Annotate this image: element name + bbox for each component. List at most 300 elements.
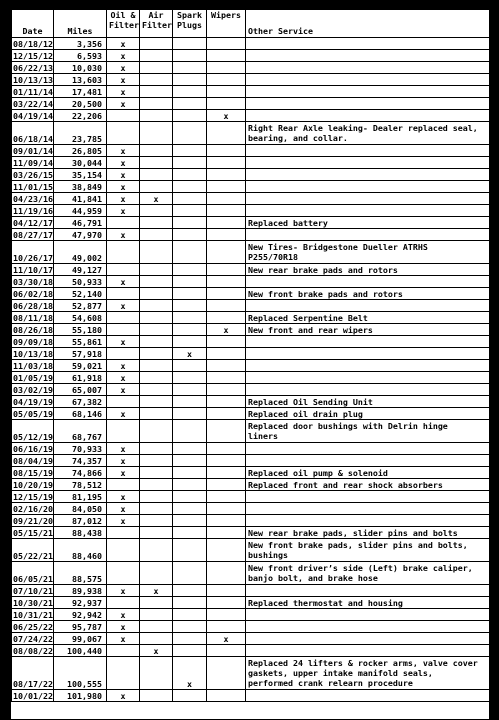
other-service-note bbox=[246, 491, 490, 503]
wipers-mark bbox=[207, 408, 246, 420]
wipers-mark bbox=[207, 597, 246, 609]
air-filter-mark bbox=[140, 479, 173, 491]
service-date: 06/25/22 bbox=[13, 621, 53, 632]
mileage: 10,030 bbox=[54, 62, 107, 74]
air-filter-mark bbox=[140, 372, 173, 384]
service-date: 08/08/22 bbox=[13, 645, 53, 656]
service-date: 09/21/20 bbox=[13, 515, 53, 526]
table-row bbox=[12, 384, 490, 396]
table-row bbox=[12, 110, 490, 122]
table-row bbox=[12, 420, 490, 443]
mileage: 61,918 bbox=[54, 372, 107, 384]
other-service-note bbox=[246, 86, 490, 98]
service-date: 08/17/22 bbox=[12, 657, 54, 690]
service-date: 10/13/18 bbox=[13, 348, 53, 359]
wipers-mark bbox=[207, 157, 246, 169]
oil-filter-mark bbox=[107, 562, 140, 585]
table-row bbox=[12, 50, 490, 62]
other-service-note bbox=[246, 455, 490, 467]
service-date: 08/04/19 bbox=[13, 455, 53, 466]
other-service-note bbox=[246, 360, 490, 372]
mileage: 49,127 bbox=[54, 264, 107, 276]
air-filter-mark: x bbox=[140, 193, 173, 205]
other-service-note bbox=[246, 372, 490, 384]
oil-filter-mark bbox=[107, 597, 140, 609]
air-filter-mark bbox=[140, 515, 173, 527]
mileage: 68,146 bbox=[54, 408, 107, 420]
table-row bbox=[12, 336, 490, 348]
other-service-note: Replaced Serpentine Belt bbox=[246, 312, 490, 324]
table-row bbox=[12, 217, 490, 229]
oil-filter-mark: x bbox=[107, 229, 140, 241]
other-service-note bbox=[246, 145, 490, 157]
service-date: 12/15/12 bbox=[13, 50, 53, 61]
wipers-mark bbox=[207, 348, 246, 360]
mileage: 46,791 bbox=[54, 217, 107, 229]
table-row bbox=[12, 98, 490, 110]
oil-filter-mark: x bbox=[107, 609, 140, 621]
oil-filter-mark bbox=[107, 264, 140, 276]
spark-plugs-mark bbox=[173, 86, 207, 98]
spark-plugs-mark bbox=[173, 122, 207, 145]
wipers-mark bbox=[207, 336, 246, 348]
table-row bbox=[12, 145, 490, 157]
table-row bbox=[12, 539, 490, 562]
air-filter-mark bbox=[140, 50, 173, 62]
wipers-mark bbox=[207, 38, 246, 50]
wipers-mark bbox=[207, 276, 246, 288]
spark-plugs-mark bbox=[173, 503, 207, 515]
oil-filter-mark: x bbox=[107, 621, 140, 633]
table-row bbox=[12, 157, 490, 169]
spark-plugs-mark bbox=[173, 50, 207, 62]
other-service-note bbox=[246, 443, 490, 455]
service-date: 10/01/22 bbox=[13, 690, 53, 701]
air-filter-mark bbox=[140, 86, 173, 98]
spark-plugs-mark bbox=[173, 324, 207, 336]
header-spark-plugs-label: Spark Plugs bbox=[177, 10, 202, 30]
air-filter-mark bbox=[140, 597, 173, 609]
spark-plugs-mark bbox=[173, 396, 207, 408]
oil-filter-mark: x bbox=[107, 50, 140, 62]
table-row bbox=[12, 193, 490, 205]
table-row bbox=[12, 396, 490, 408]
spark-plugs-mark bbox=[173, 609, 207, 621]
spark-plugs-mark bbox=[173, 633, 207, 645]
oil-filter-mark: x bbox=[107, 98, 140, 110]
other-service-note: Replaced front and rear shock absorbers bbox=[246, 479, 490, 491]
wipers-mark bbox=[207, 384, 246, 396]
other-service-note: Replaced Oil Sending Unit bbox=[246, 396, 490, 408]
wipers-mark bbox=[207, 527, 246, 539]
oil-filter-mark bbox=[107, 657, 140, 690]
wipers-mark bbox=[207, 479, 246, 491]
oil-filter-mark: x bbox=[107, 193, 140, 205]
service-date: 07/10/21 bbox=[13, 585, 53, 596]
air-filter-mark bbox=[140, 229, 173, 241]
other-service-note: Replaced door bushings with Delrin hinge liners bbox=[246, 420, 490, 443]
air-filter-mark bbox=[140, 98, 173, 110]
wipers-mark bbox=[207, 193, 246, 205]
mileage: 23,785 bbox=[54, 122, 107, 145]
table-row bbox=[12, 621, 490, 633]
wipers-mark bbox=[207, 455, 246, 467]
service-date: 08/15/19 bbox=[13, 467, 53, 478]
table-row bbox=[12, 348, 490, 360]
table-row bbox=[12, 609, 490, 621]
other-service-note bbox=[246, 229, 490, 241]
wipers-mark bbox=[207, 372, 246, 384]
mileage: 54,608 bbox=[54, 312, 107, 324]
table-row bbox=[12, 645, 490, 657]
mileage: 55,861 bbox=[54, 336, 107, 348]
oil-filter-mark bbox=[107, 348, 140, 360]
oil-filter-mark: x bbox=[107, 503, 140, 515]
table-row bbox=[12, 62, 490, 74]
air-filter-mark bbox=[140, 503, 173, 515]
mileage: 67,382 bbox=[54, 396, 107, 408]
other-service-note bbox=[246, 74, 490, 86]
header-oil-filter-label: Oil & Filter bbox=[109, 10, 139, 30]
air-filter-mark bbox=[140, 467, 173, 479]
service-date: 06/18/14 bbox=[12, 122, 54, 145]
mileage: 99,067 bbox=[54, 633, 107, 645]
header-date: Date bbox=[12, 10, 54, 38]
oil-filter-mark: x bbox=[107, 62, 140, 74]
spark-plugs-mark bbox=[173, 193, 207, 205]
spark-plugs-mark bbox=[173, 443, 207, 455]
air-filter-mark bbox=[140, 217, 173, 229]
air-filter-mark bbox=[140, 336, 173, 348]
other-service-note bbox=[246, 110, 490, 122]
oil-filter-mark: x bbox=[107, 74, 140, 86]
table-row bbox=[12, 455, 490, 467]
spark-plugs-mark bbox=[173, 336, 207, 348]
service-date: 10/13/13 bbox=[13, 74, 53, 85]
service-date: 04/19/14 bbox=[13, 110, 53, 121]
spark-plugs-mark bbox=[173, 527, 207, 539]
table-row bbox=[12, 467, 490, 479]
header-other-service: Other Service bbox=[246, 10, 490, 38]
oil-filter-mark: x bbox=[107, 690, 140, 702]
air-filter-mark bbox=[140, 633, 173, 645]
service-date: 12/15/19 bbox=[13, 491, 53, 502]
spark-plugs-mark bbox=[173, 645, 207, 657]
spark-plugs-mark bbox=[173, 420, 207, 443]
oil-filter-mark bbox=[107, 312, 140, 324]
wipers-mark bbox=[207, 241, 246, 264]
oil-filter-mark bbox=[107, 324, 140, 336]
air-filter-mark bbox=[140, 420, 173, 443]
other-service-note bbox=[246, 62, 490, 74]
mileage: 6,593 bbox=[54, 50, 107, 62]
wipers-mark: x bbox=[207, 110, 246, 122]
oil-filter-mark: x bbox=[107, 585, 140, 597]
table-row bbox=[12, 288, 490, 300]
header-oil-filter bbox=[107, 10, 140, 38]
service-date: 06/05/21 bbox=[12, 562, 54, 585]
table-row bbox=[12, 408, 490, 420]
service-date: 07/24/22 bbox=[13, 633, 53, 644]
mileage: 101,980 bbox=[54, 690, 107, 702]
service-date: 01/11/14 bbox=[13, 86, 53, 97]
other-service-note bbox=[246, 181, 490, 193]
mileage: 59,021 bbox=[54, 360, 107, 372]
spark-plugs-mark bbox=[173, 562, 207, 585]
other-service-note: Replaced oil drain plug bbox=[246, 408, 490, 420]
wipers-mark bbox=[207, 467, 246, 479]
oil-filter-mark: x bbox=[107, 86, 140, 98]
spark-plugs-mark bbox=[173, 455, 207, 467]
table-row bbox=[12, 372, 490, 384]
service-date: 03/26/15 bbox=[13, 169, 53, 180]
table-row bbox=[12, 443, 490, 455]
mileage: 41,841 bbox=[54, 193, 107, 205]
mileage: 100,440 bbox=[54, 645, 107, 657]
air-filter-mark bbox=[140, 491, 173, 503]
oil-filter-mark bbox=[107, 122, 140, 145]
wipers-mark bbox=[207, 562, 246, 585]
wipers-mark bbox=[207, 657, 246, 690]
header-air-filter bbox=[140, 10, 173, 38]
wipers-mark: x bbox=[207, 633, 246, 645]
mileage: 49,002 bbox=[54, 241, 107, 264]
other-service-note bbox=[246, 348, 490, 360]
spark-plugs-mark bbox=[173, 690, 207, 702]
air-filter-mark bbox=[140, 609, 173, 621]
other-service-note bbox=[246, 690, 490, 702]
mileage: 88,438 bbox=[54, 527, 107, 539]
mileage: 74,866 bbox=[54, 467, 107, 479]
mileage: 88,575 bbox=[54, 562, 107, 585]
service-date: 10/31/21 bbox=[13, 609, 53, 620]
oil-filter-mark: x bbox=[107, 384, 140, 396]
service-date: 11/10/17 bbox=[13, 264, 53, 275]
other-service-note bbox=[246, 503, 490, 515]
air-filter-mark bbox=[140, 241, 173, 264]
spark-plugs-mark bbox=[173, 98, 207, 110]
table-row bbox=[12, 229, 490, 241]
mileage: 52,877 bbox=[54, 300, 107, 312]
oil-filter-mark bbox=[107, 527, 140, 539]
table-row bbox=[12, 86, 490, 98]
wipers-mark bbox=[207, 491, 246, 503]
mileage: 70,933 bbox=[54, 443, 107, 455]
oil-filter-mark: x bbox=[107, 276, 140, 288]
table-row bbox=[12, 181, 490, 193]
service-date: 08/11/18 bbox=[13, 312, 53, 323]
service-date: 06/02/18 bbox=[13, 288, 53, 299]
air-filter-mark bbox=[140, 264, 173, 276]
table-row bbox=[12, 312, 490, 324]
oil-filter-mark: x bbox=[107, 455, 140, 467]
air-filter-mark bbox=[140, 562, 173, 585]
table-row bbox=[12, 515, 490, 527]
table-row bbox=[12, 264, 490, 276]
service-date: 03/30/18 bbox=[13, 276, 53, 287]
mileage: 100,555 bbox=[54, 657, 107, 690]
wipers-mark bbox=[207, 50, 246, 62]
air-filter-mark bbox=[140, 455, 173, 467]
spark-plugs-mark bbox=[173, 74, 207, 86]
spark-plugs-mark bbox=[173, 264, 207, 276]
oil-filter-mark bbox=[107, 420, 140, 443]
service-date: 11/01/15 bbox=[13, 181, 53, 192]
air-filter-mark bbox=[140, 38, 173, 50]
spark-plugs-mark bbox=[173, 539, 207, 562]
mileage: 92,942 bbox=[54, 609, 107, 621]
service-date: 09/09/18 bbox=[13, 336, 53, 347]
air-filter-mark bbox=[140, 62, 173, 74]
air-filter-mark bbox=[140, 443, 173, 455]
maintenance-table bbox=[11, 9, 489, 702]
service-date: 11/09/14 bbox=[13, 157, 53, 168]
spark-plugs-mark bbox=[173, 229, 207, 241]
air-filter-mark bbox=[140, 181, 173, 193]
table-row bbox=[12, 360, 490, 372]
air-filter-mark: x bbox=[140, 645, 173, 657]
spark-plugs-mark bbox=[173, 515, 207, 527]
service-date: 08/26/18 bbox=[13, 324, 53, 335]
other-service-note: New Tires- Bridgestone Dueller ATRHS P255/70R18 bbox=[246, 241, 490, 264]
oil-filter-mark: x bbox=[107, 38, 140, 50]
service-date: 11/03/18 bbox=[13, 360, 53, 371]
wipers-mark bbox=[207, 443, 246, 455]
mileage: 95,787 bbox=[54, 621, 107, 633]
wipers-mark bbox=[207, 86, 246, 98]
air-filter-mark bbox=[140, 690, 173, 702]
spark-plugs-mark bbox=[173, 467, 207, 479]
spark-plugs-mark bbox=[173, 205, 207, 217]
table-row bbox=[12, 276, 490, 288]
wipers-mark bbox=[207, 690, 246, 702]
spark-plugs-mark bbox=[173, 597, 207, 609]
table-row bbox=[12, 633, 490, 645]
other-service-note bbox=[246, 205, 490, 217]
table-row bbox=[12, 503, 490, 515]
oil-filter-mark bbox=[107, 645, 140, 657]
spark-plugs-mark bbox=[173, 491, 207, 503]
other-service-note bbox=[246, 38, 490, 50]
mileage: 78,512 bbox=[54, 479, 107, 491]
wipers-mark bbox=[207, 515, 246, 527]
oil-filter-mark: x bbox=[107, 300, 140, 312]
log-body bbox=[12, 38, 490, 702]
service-date: 11/19/16 bbox=[13, 205, 53, 216]
table-row bbox=[12, 300, 490, 312]
service-date: 06/16/19 bbox=[13, 443, 53, 454]
oil-filter-mark: x bbox=[107, 145, 140, 157]
other-service-note: New front and rear wipers bbox=[246, 324, 490, 336]
air-filter-mark bbox=[140, 300, 173, 312]
air-filter-mark bbox=[140, 657, 173, 690]
spark-plugs-mark bbox=[173, 300, 207, 312]
table-row bbox=[12, 241, 490, 264]
mileage: 38,849 bbox=[54, 181, 107, 193]
header-air-filter-label: Air Filter bbox=[142, 10, 172, 30]
other-service-note bbox=[246, 384, 490, 396]
wipers-mark bbox=[207, 62, 246, 74]
service-date: 05/12/19 bbox=[12, 420, 54, 443]
air-filter-mark bbox=[140, 122, 173, 145]
other-service-note: Replaced thermostat and housing bbox=[246, 597, 490, 609]
table-row bbox=[12, 479, 490, 491]
mileage: 57,918 bbox=[54, 348, 107, 360]
mileage: 44,959 bbox=[54, 205, 107, 217]
table-row bbox=[12, 491, 490, 503]
air-filter-mark bbox=[140, 205, 173, 217]
service-date: 10/26/17 bbox=[12, 241, 54, 264]
air-filter-mark: x bbox=[140, 585, 173, 597]
air-filter-mark bbox=[140, 408, 173, 420]
wipers-mark bbox=[207, 229, 246, 241]
oil-filter-mark: x bbox=[107, 181, 140, 193]
wipers-mark bbox=[207, 145, 246, 157]
oil-filter-mark: x bbox=[107, 443, 140, 455]
service-date: 04/12/17 bbox=[13, 217, 53, 228]
header-row bbox=[12, 10, 490, 38]
mileage: 52,140 bbox=[54, 288, 107, 300]
air-filter-mark bbox=[140, 360, 173, 372]
other-service-note bbox=[246, 98, 490, 110]
oil-filter-mark bbox=[107, 479, 140, 491]
air-filter-mark bbox=[140, 324, 173, 336]
other-service-note bbox=[246, 585, 490, 597]
oil-filter-mark: x bbox=[107, 336, 140, 348]
other-service-note bbox=[246, 336, 490, 348]
spark-plugs-mark bbox=[173, 621, 207, 633]
header-miles: Miles bbox=[54, 10, 107, 38]
wipers-mark: x bbox=[207, 324, 246, 336]
spark-plugs-mark bbox=[173, 241, 207, 264]
air-filter-mark bbox=[140, 276, 173, 288]
other-service-note bbox=[246, 276, 490, 288]
mileage: 17,481 bbox=[54, 86, 107, 98]
mileage: 65,007 bbox=[54, 384, 107, 396]
spark-plugs-mark bbox=[173, 372, 207, 384]
mileage: 22,206 bbox=[54, 110, 107, 122]
other-service-note: New front driver’s side (Left) brake caliper, banjo bolt, and brake hose bbox=[246, 562, 490, 585]
spark-plugs-mark: x bbox=[173, 657, 207, 690]
mileage: 88,460 bbox=[54, 539, 107, 562]
mileage: 68,767 bbox=[54, 420, 107, 443]
other-service-note: Replaced battery bbox=[246, 217, 490, 229]
service-date: 04/19/19 bbox=[13, 396, 53, 407]
mileage: 81,195 bbox=[54, 491, 107, 503]
oil-filter-mark bbox=[107, 288, 140, 300]
service-date: 10/30/21 bbox=[13, 597, 53, 608]
mileage: 30,044 bbox=[54, 157, 107, 169]
oil-filter-mark: x bbox=[107, 205, 140, 217]
oil-filter-mark: x bbox=[107, 372, 140, 384]
wipers-mark bbox=[207, 420, 246, 443]
wipers-mark bbox=[207, 74, 246, 86]
service-date: 05/15/21 bbox=[13, 527, 53, 538]
other-service-note bbox=[246, 300, 490, 312]
mileage: 55,180 bbox=[54, 324, 107, 336]
wipers-mark bbox=[207, 288, 246, 300]
service-date: 04/23/16 bbox=[13, 193, 53, 204]
mileage: 47,970 bbox=[54, 229, 107, 241]
table-row bbox=[12, 38, 490, 50]
oil-filter-mark: x bbox=[107, 633, 140, 645]
service-date: 02/16/20 bbox=[13, 503, 53, 514]
service-log-sheet bbox=[11, 9, 489, 719]
wipers-mark bbox=[207, 181, 246, 193]
service-date: 06/22/13 bbox=[13, 62, 53, 73]
spark-plugs-mark bbox=[173, 62, 207, 74]
table-row bbox=[12, 324, 490, 336]
